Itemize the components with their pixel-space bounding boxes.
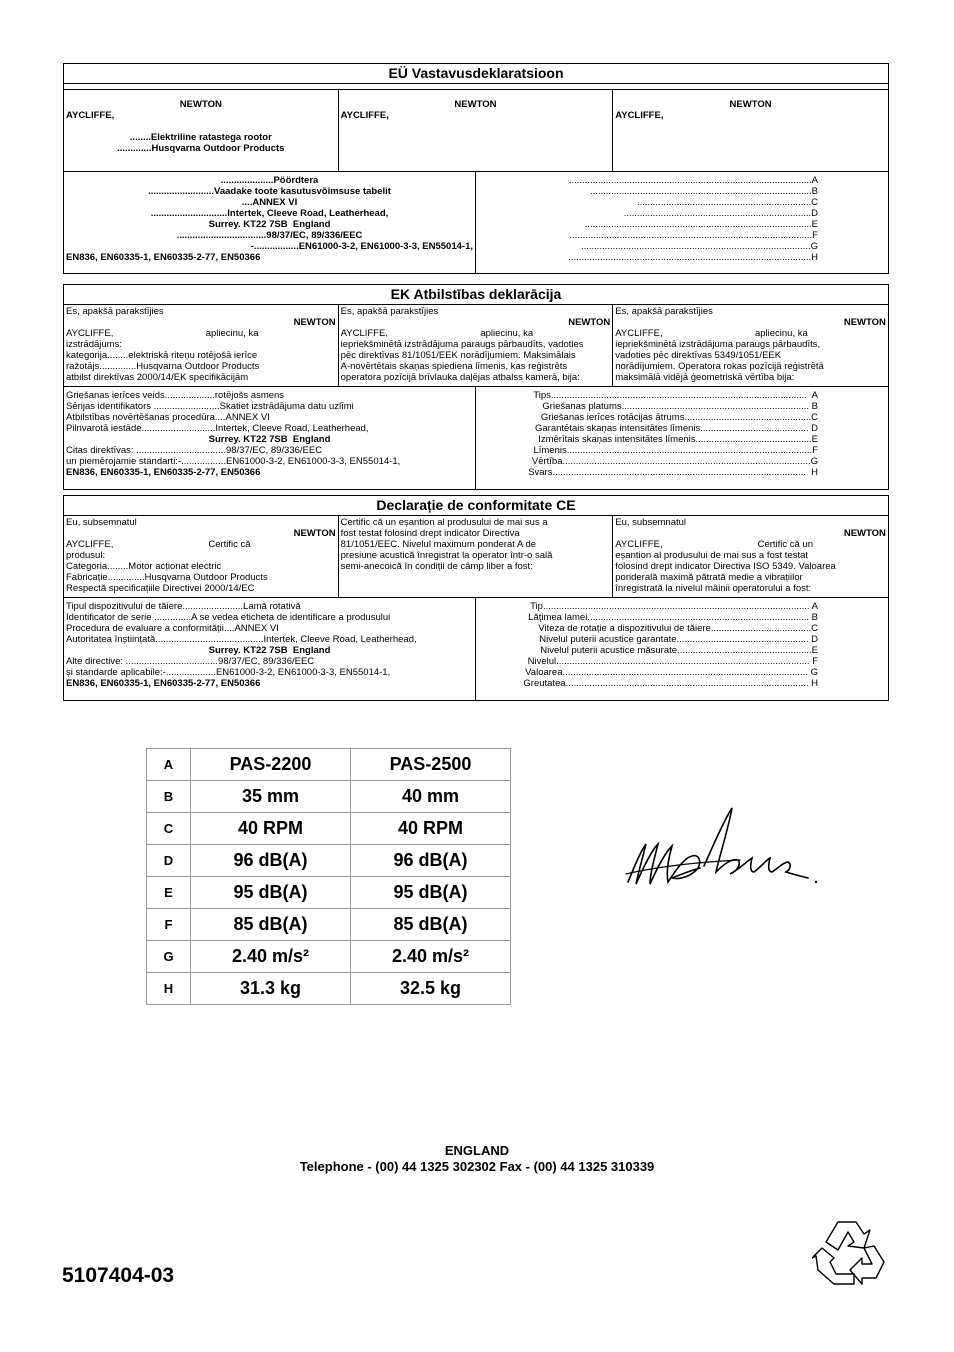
text-line: Atbilstības novērtēšanas procedūra....ANNEX VI <box>66 412 270 423</box>
text-line: Valoarea............................................................................................. G <box>525 667 818 678</box>
text-line: Certific că un eșantion al produsului de mai sus a <box>340 517 548 528</box>
text-line: Viteza de rotație a dispozitivului de tăiere......................................C <box>538 623 818 634</box>
spec-value-pas-2200: 95 dB(A) <box>191 877 351 909</box>
text-line: Lățimea lamei.................................................................................... B <box>528 612 818 623</box>
text-line: norādījumiem. Operatora rokas pozīcijā reģistrētā <box>615 361 824 372</box>
section-title: EK Atbilstības deklarācija <box>64 285 888 305</box>
text-line: Surrey. KT22 7SB England <box>208 219 331 230</box>
spec-key: B <box>147 781 191 813</box>
text-line: ponderală maximă pătrată medie a vibrațiilor <box>615 572 803 583</box>
spec-row <box>147 909 511 941</box>
text-line: înregistrată la nivelul mâinii operatorului a fost: <box>615 583 812 594</box>
text-line: AYCLIFFE, Certific că <box>66 539 251 550</box>
text-line: Autoritatea înștiințată.........................................Intertek, Cleeve Road, Leatherhead, <box>66 634 417 645</box>
text-line: vadoties pēc direktīvas 5349/1051/EEK <box>615 350 782 361</box>
text-line: Identificator de serie ..............A se vedea eticheta de identificare a produsului <box>66 612 391 623</box>
text-line: EN836, EN60335-1, EN60335-2-77, EN50366 <box>66 678 261 689</box>
spec-key: E <box>147 877 191 909</box>
text-line: operatora pozīcijā brīvlauka daļējas atbalss kamerā, bija: <box>340 372 580 383</box>
text-line: AYCLIFFE, Certific că un <box>615 539 814 550</box>
spec-value-pas-2500: 40 RPM <box>351 813 511 845</box>
text-line: Eu, subsemnatul <box>615 517 687 528</box>
signatory-col-2 <box>339 90 614 171</box>
spec-value-pas-2200: 31.3 kg <box>191 973 351 1005</box>
spec-key: H <box>147 973 191 1005</box>
section-title: Declarație de conformitate CE <box>64 496 888 516</box>
text-line: AYCLIFFE, apliecinu, ka <box>340 328 534 339</box>
signatory-col-2 <box>339 305 614 386</box>
section-title: EÜ Vastavusdeklaratsioon <box>64 64 888 84</box>
text-line: ............................................................................................A <box>568 175 818 186</box>
text-line: ............................................................................................H <box>568 252 818 263</box>
text-line: 81/1051/EEC. Nivelul maximum ponderat A de <box>340 539 537 550</box>
company-name: NEWTON <box>454 99 497 110</box>
text-line: fost testat folosind drept indicator Directiva <box>340 528 520 539</box>
details-left <box>64 387 476 489</box>
spec-value-pas-2500: 96 dB(A) <box>351 845 511 877</box>
text-line: Izmērītais skaņas intensitātes līmenis............................................E <box>538 434 818 445</box>
spec-value-pas-2500: 2.40 m/s² <box>351 941 511 973</box>
text-line: presiune acustică înregistrat la operator într-o sală <box>340 550 553 561</box>
text-line: .......................................................................................G <box>580 241 818 252</box>
spec-value-pas-2200: 85 dB(A) <box>191 909 351 941</box>
text-line: ......................................................................................E <box>584 219 818 230</box>
spec-value-pas-2500: 40 mm <box>351 781 511 813</box>
text-line: ..................................98/37/EC, 89/336/EEC <box>176 230 363 241</box>
specs-table <box>146 748 511 1005</box>
signatory-col-1 <box>64 90 339 171</box>
text-line: produsul: <box>66 550 106 561</box>
footer-phone: Telephone - (00) 44 1325 302302 Fax - (00) 44 1325 310339 <box>299 1159 655 1174</box>
text-line: Surrey. KT22 7SB England <box>208 645 331 656</box>
signatory-col-1 <box>64 305 339 386</box>
declaration-estonian <box>63 63 889 274</box>
spec-value-pas-2200: PAS-2200 <box>191 749 351 781</box>
signatory-col-1 <box>64 516 339 597</box>
text-line: Svars................................................................................................ H <box>528 467 818 478</box>
text-line: Greutatea............................................................................................ H <box>523 678 818 689</box>
text-line: EN836, EN60335-1, EN60335-2-77, EN50366 <box>66 252 261 263</box>
text-line: Es, apakšā parakstījies <box>340 306 439 317</box>
spec-value-pas-2200: 2.40 m/s² <box>191 941 351 973</box>
recycle-icon <box>812 1216 888 1286</box>
text-line: un piemērojamie standarti:-.................EN61000-3-2, EN61000-3-3, EN55014-1, <box>66 456 401 467</box>
text-line: folosind drept indicator Directiva ISO 5349. Valoarea <box>615 561 836 572</box>
text-line: Pilnvarotā iestāde............................Intertek, Cleeve Road, Leatherhead, <box>66 423 369 434</box>
text-line: NEWTON <box>843 317 886 328</box>
text-line: Tipul dispozitivului de tăiere.......................Lamă rotativă <box>66 601 301 612</box>
text-line: Tips................................................................................................. A <box>533 390 818 401</box>
text-line: Nivelul................................................................................................ F <box>527 656 818 667</box>
spec-row <box>147 877 511 909</box>
text-line: ....................................................................................B <box>589 186 818 197</box>
text-line: Alte directive: ...................................98/37/EC, 89/336/EEC <box>66 656 315 667</box>
signatory-col-3 <box>613 90 888 171</box>
text-line: A-novērtētais skaņas spiediena līmenis, kas reģistrēts <box>340 361 568 372</box>
text-line: Garantētais skaņas intensitātes līmenis......................................... D <box>535 423 818 434</box>
details-right <box>476 172 888 273</box>
text-line: NEWTON <box>293 317 336 328</box>
text-line: NEWTON <box>568 317 611 328</box>
text-line: Griešanas platums....................................................................... B <box>542 401 818 412</box>
spec-value-pas-2500: 32.5 kg <box>351 973 511 1005</box>
signatory-col-3 <box>613 516 888 597</box>
text-line: Tip..................................................................................................... A <box>530 601 818 612</box>
text-line: Procedura de evaluare a conformității....ANNEX VI <box>66 623 279 634</box>
text-line: izstrādājums: <box>66 339 122 350</box>
company-town: AYCLIFFE, <box>615 110 664 121</box>
text-line: kategorija........elektriskā riteņu rotējošā ierīce <box>66 350 258 361</box>
text-line: Sērijas identifikators .........................Skatiet izstrādājuma datu uzlīmi <box>66 401 354 412</box>
declaration-romanian <box>63 495 889 701</box>
spec-row <box>147 749 511 781</box>
details-right <box>476 598 888 700</box>
text-line: și standarde aplicabile:-...................EN61000-3-2, EN61000-3-3, EN55014-1, <box>66 667 391 678</box>
text-line: pēc direktīvas 81/1051/EEK norādījumiem. Maksimālais <box>340 350 576 361</box>
spec-value-pas-2500: PAS-2500 <box>351 749 511 781</box>
text-line: atbilst direktīvas 2000/14/EK specifikācijām <box>66 372 249 383</box>
spec-value-pas-2200: 35 mm <box>191 781 351 813</box>
manufacturer: .............Husqvarna Outdoor Products <box>117 143 285 154</box>
text-line: -.................EN61000-3-2, EN61000-3-3, EN55014-1, <box>250 241 473 252</box>
footer-country: ENGLAND <box>444 1143 510 1158</box>
text-line: .......................................................................D <box>623 208 818 219</box>
text-line: Griešanas ierīces rotācijas ātrums................................................C <box>540 412 818 423</box>
text-line: eșantion al produsului de mai sus a fost testat <box>615 550 809 561</box>
text-line: NEWTON <box>293 528 336 539</box>
text-line: EN836, EN60335-1, EN60335-2-77, EN50366 <box>66 467 261 478</box>
text-line: .........................Vaadake toote kasutusvõimsuse tabelit <box>148 186 391 197</box>
company-town: AYCLIFFE, <box>340 110 389 121</box>
text-line: AYCLIFFE, apliecinu, ka <box>615 328 808 339</box>
spec-key: D <box>147 845 191 877</box>
text-line: AYCLIFFE, apliecinu, ka <box>66 328 259 339</box>
text-line: Citas direktīvas: ..................................98/37/EC, 89/336/EEC <box>66 445 323 456</box>
text-line: iepriekšminētā izstrādājuma paraugs pārbaudīts, vadoties <box>340 339 584 350</box>
signature-icon <box>620 800 820 895</box>
text-line: Surrey. KT22 7SB England <box>208 434 331 445</box>
text-line: Nivelul puterii acustice măsurate...................................................E <box>540 645 818 656</box>
spec-row <box>147 781 511 813</box>
signatory-col-3 <box>613 305 888 386</box>
details-left <box>64 598 476 700</box>
text-line: ražotājs..............Husqvarna Outdoor Products <box>66 361 260 372</box>
company-name: NEWTON <box>729 99 772 110</box>
text-line: ....................Pöördtera <box>220 175 319 186</box>
text-line: ............................................................................................F <box>569 230 818 241</box>
company-town: AYCLIFFE, <box>66 110 115 121</box>
spec-value-pas-2500: 85 dB(A) <box>351 909 511 941</box>
spec-value-pas-2200: 96 dB(A) <box>191 845 351 877</box>
text-line: Eu, subsemnatul <box>66 517 137 528</box>
spec-row <box>147 973 511 1005</box>
spec-value-pas-2500: 95 dB(A) <box>351 877 511 909</box>
text-line: maksimālā vidējā ģeometriskā vērtība bija: <box>615 372 795 383</box>
spec-key: F <box>147 909 191 941</box>
spec-row <box>147 941 511 973</box>
spec-key: A <box>147 749 191 781</box>
product-category: ........Elektriline ratastega rootor <box>129 132 272 143</box>
text-line: Categoria........Motor acționat electric <box>66 561 222 572</box>
spec-value-pas-2200: 40 RPM <box>191 813 351 845</box>
text-line: Nivelul puterii acustice garantate.................................................. D <box>539 634 818 645</box>
part-number: 5107404-03 <box>62 1264 175 1287</box>
text-line: iepriekšminētā izstrādājuma paraugs pārbaudīts, <box>615 339 821 350</box>
company-name: NEWTON <box>179 99 222 110</box>
text-line: Es, apakšā parakstījies <box>66 306 164 317</box>
text-line: Fabricație..............Husqvarna Outdoor Products <box>66 572 268 583</box>
text-line: .............................Intertek, Cleeve Road, Leatherhead, <box>150 208 389 219</box>
text-line: Griešanas ierīces veids...................rotējošs asmens <box>66 390 285 401</box>
text-line: semi-anecoică în condiții de câmp liber a fost: <box>340 561 533 572</box>
text-line: Respectă specificațiile Directivei 2000/14/EC <box>66 583 255 594</box>
text-line: ....ANNEX VI <box>241 197 298 208</box>
text-line: Līmenis.............................................................................................F <box>533 445 818 456</box>
details-left <box>64 172 476 273</box>
spec-row <box>147 845 511 877</box>
text-line: NEWTON <box>843 528 886 539</box>
text-line: ..................................................................C <box>636 197 818 208</box>
spec-key: C <box>147 813 191 845</box>
signatory-col-2 <box>339 516 614 597</box>
text-line: Es, apakšā parakstījies <box>615 306 713 317</box>
spec-row <box>147 813 511 845</box>
text-line: Vērtība..............................................................................................G <box>531 456 818 467</box>
declaration-latvian <box>63 284 889 490</box>
spec-key: G <box>147 941 191 973</box>
details-right <box>476 387 888 489</box>
